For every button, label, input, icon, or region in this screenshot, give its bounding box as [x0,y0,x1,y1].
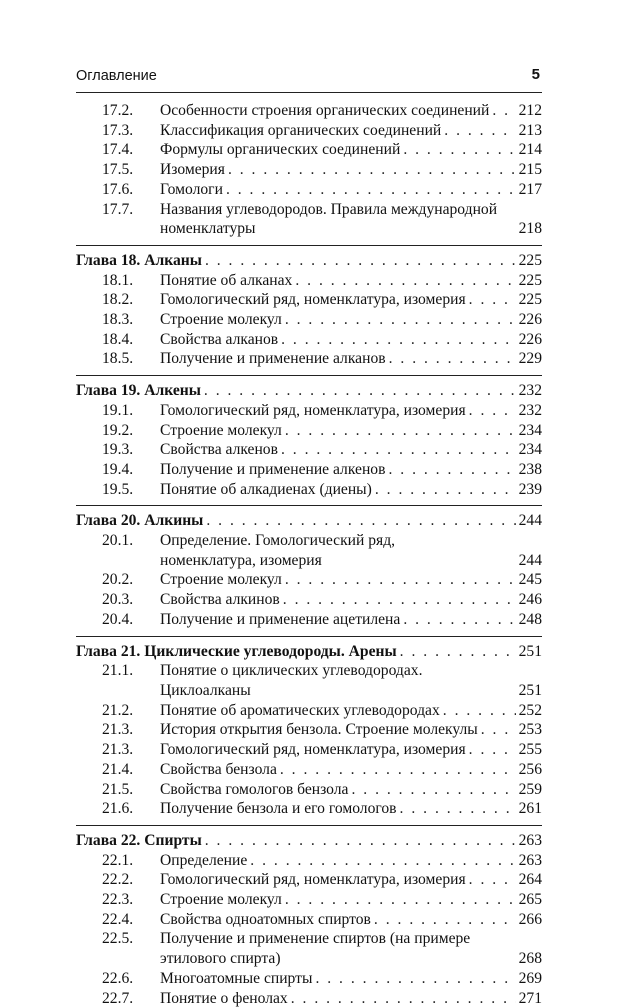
chapter-heading[interactable] [76,251,542,271]
dot-leader [403,140,515,160]
chapter-20 [76,511,542,629]
toc-entry[interactable] [76,910,542,930]
toc-entry-multiline[interactable] [76,200,542,239]
entry-page: 271 [518,989,542,1007]
entry-number: 22.4. [102,910,134,928]
dot-leader [285,570,516,590]
toc-entry[interactable] [76,720,542,740]
entry-page: 232 [518,401,542,419]
entry-page: 217 [518,180,542,198]
entry-number: 22.5. [102,930,134,948]
entry-number: 21.2. [102,701,134,719]
entry-number: 17.2. [102,102,134,119]
dot-leader [281,330,515,350]
entry-second-line [76,949,542,969]
dot-leader [285,890,516,910]
chapter-heading[interactable] [76,511,542,531]
chapter-page: 251 [518,642,542,660]
toc-entry[interactable] [76,140,542,160]
entry-title: Свойства алкинов [160,591,280,609]
toc-entry[interactable] [76,740,542,760]
entry-page: 234 [518,421,542,439]
entry-number: 20.3. [102,591,134,609]
entry-number: 19.1. [102,401,134,419]
entry-title: Понятие об алканах [160,271,293,289]
chapter-heading[interactable] [76,642,542,662]
toc-entry[interactable] [76,969,542,989]
entry-number: 21.3. [102,721,134,739]
chapter-divider [76,505,542,506]
entry-page: 229 [518,350,542,368]
dot-leader [400,799,516,819]
entry-number: 19.2. [102,421,134,439]
entry-page: 215 [518,161,542,179]
toc-entry[interactable] [76,851,542,871]
entry-title: Свойства одноатомных спиртов [160,910,371,928]
toc-entry[interactable] [76,421,542,441]
toc-entry[interactable] [76,890,542,910]
chapter-title: Глава 20. Алкины [76,512,204,530]
entry-title: Понятие об алкадиенах (диены) [160,480,372,498]
entry-number: 17.7. [102,200,134,218]
entry-title: Гомологический ряд, номенклатура, изомерия [160,401,466,419]
dot-leader [389,349,516,369]
entry-title-line1: Получение и применение спиртов (на примере [160,930,471,948]
entry-page: 225 [518,271,542,289]
chapter-title: Глава 22. Спирты [76,831,202,849]
entry-title: Строение молекул [160,891,282,909]
dot-leader [388,460,515,480]
entry-title: Строение молекул [160,571,282,589]
entry-number: 19.4. [102,460,134,478]
dot-leader [469,290,516,310]
entry-title: Получение и применение алкенов [160,460,386,478]
entry-number: 21.3. [102,741,134,759]
toc-entry[interactable] [76,290,542,310]
entry-title-line2: Циклоалканы [160,681,251,699]
entry-title: Гомологический ряд, номенклатура, изомерия [160,871,466,889]
entry-number: 21.1. [102,662,134,680]
toc-entry[interactable] [76,760,542,780]
entry-number: 20.4. [102,610,134,628]
entry-page: 248 [518,610,542,628]
entry-title-line1: Названия углеводородов. Правила международной [160,200,498,218]
entry-title: Получение и применение алканов [160,350,386,368]
toc-entry[interactable] [76,180,542,200]
entry-page: 269 [518,969,542,987]
dot-leader [403,610,515,630]
toc-entry[interactable] [76,440,542,460]
toc-entry[interactable] [76,160,542,180]
entry-number: 18.2. [102,291,134,309]
entry-page: 212 [518,102,542,119]
entry-title: Свойства гомологов бензола [160,780,349,798]
entry-page: 266 [518,910,542,928]
entry-title: Классификация органических соединений [160,121,442,139]
entry-number: 18.3. [102,311,134,329]
entry-first-line [76,531,542,551]
entry-page: 255 [518,741,542,759]
dot-leader [250,851,515,871]
entry-number: 17.6. [102,180,134,198]
entry-title: Понятие о фенолах [160,989,288,1007]
entry-number: 22.3. [102,891,134,909]
chapter-page: 225 [518,251,542,269]
dot-leader [295,271,515,291]
toc-entry[interactable] [76,330,542,350]
entry-title: Гомологический ряд, номенклатура, изомерия [160,741,466,759]
entry-title: Особенности строения органических соединений [160,102,490,119]
toc-entry[interactable] [76,401,542,421]
entry-page: 225 [518,291,542,309]
entry-page: 245 [518,571,542,589]
entry-title: Получение и применение ацетилена [160,610,401,628]
header-rule [76,92,542,93]
toc-entry[interactable] [76,121,542,141]
dot-leader [285,421,516,441]
entry-number: 18.5. [102,350,134,368]
running-header [76,66,542,90]
dot-leader [291,989,516,1008]
entry-number: 22.7. [102,989,134,1007]
toc-entry[interactable] [76,480,542,500]
entry-page: 256 [518,760,542,778]
dot-leader [283,590,516,610]
dot-leader [280,760,516,780]
chapter-22 [76,831,542,1008]
entry-page: 253 [518,721,542,739]
dot-leader [443,701,516,721]
entry-title: Понятие об ароматических углеводородах [160,701,440,719]
entry-title: Формулы органических соединений [160,141,401,159]
entry-page: 234 [518,441,542,459]
entry-page: 261 [518,800,542,818]
chapter-19 [76,381,542,499]
entry-title: Гомологический ряд, номенклатура, изомерия [160,291,466,309]
entry-number: 22.1. [102,851,134,869]
dot-leader [205,831,516,851]
chapter-page: 232 [518,382,542,400]
chapter-divider [76,636,542,637]
entry-page: 263 [518,851,542,869]
entry-number: 20.2. [102,571,134,589]
dot-leader [281,440,516,460]
entry-number: 17.3. [102,121,134,139]
chapter-title: Глава 19. Алкены [76,382,201,400]
chapter-divider [76,375,542,376]
toc-entry[interactable] [76,310,542,330]
entry-number: 21.4. [102,760,134,778]
dot-leader [315,969,515,989]
toc-entry[interactable] [76,870,542,890]
header-title: Оглавление [76,68,157,84]
entry-title: Свойства бензола [160,760,277,778]
entry-number: 18.1. [102,271,134,289]
entry-page: 238 [518,460,542,478]
entry-title: Многоатомные спирты [160,969,313,987]
entry-page: 218 [518,220,542,238]
entry-page: 239 [518,480,542,498]
entry-number: 21.5. [102,780,134,798]
entry-number: 19.5. [102,480,134,498]
toc-entry[interactable] [76,570,542,590]
chapter-17-continuation [76,101,542,239]
dot-leader [400,642,516,662]
entry-title: Изомерия [160,161,225,179]
entry-title-line1: Понятие о циклических углеводородах. [160,662,423,680]
dot-leader [481,720,516,740]
dot-leader [226,180,516,200]
toc-entry[interactable] [76,989,542,1008]
chapter-page: 244 [518,512,542,530]
entry-title: Свойства алкенов [160,441,278,459]
entry-page: 226 [518,311,542,329]
dot-leader [285,310,516,330]
dot-leader [206,511,515,531]
header-page-number: 5 [531,66,540,83]
toc-entry[interactable] [76,610,542,630]
entry-page: 214 [518,141,542,159]
entry-page: 252 [518,701,542,719]
entry-page: 259 [518,780,542,798]
chapter-18 [76,251,542,369]
chapter-heading[interactable] [76,831,542,851]
toc-entry[interactable] [76,590,542,610]
entry-number: 18.4. [102,330,134,348]
entry-page: 251 [518,681,542,699]
dot-leader [205,251,516,271]
entry-title: Гомологи [160,180,223,198]
toc-entry[interactable] [76,799,542,819]
entry-number: 22.6. [102,969,134,987]
entry-page: 246 [518,591,542,609]
entry-first-line [76,661,542,681]
chapter-heading[interactable] [76,381,542,401]
entry-title-line1: Определение. Гомологический ряд, [160,532,396,550]
entry-page: 244 [518,551,542,569]
entry-second-line [76,219,542,239]
dot-leader [204,381,516,401]
entry-second-line [76,681,542,701]
entry-page: 226 [518,330,542,348]
entry-page: 213 [518,121,542,139]
entry-number: 17.4. [102,141,134,159]
chapter-page: 263 [518,831,542,849]
entry-first-line [76,200,542,220]
chapter-divider [76,245,542,246]
entry-page: 264 [518,871,542,889]
dot-leader [469,740,516,760]
chapter-21 [76,642,542,819]
dot-leader [375,480,516,500]
entry-title: Строение молекул [160,311,282,329]
entry-number: 21.6. [102,800,134,818]
entry-title-line2: номенклатура, изомерия [160,551,322,569]
toc-entry[interactable] [76,460,542,480]
toc-entry[interactable] [76,101,542,121]
entry-title: История открытия бензола. Строение молекулы [160,721,478,739]
entry-page: 265 [518,891,542,909]
entry-title: Получение бензола и его гомологов [160,800,397,818]
toc-entry[interactable] [76,271,542,291]
entry-title: Определение [160,851,248,869]
entry-title-line2: этилового спирта) [160,950,281,968]
entry-number: 20.1. [102,532,134,550]
entry-page: 268 [518,950,542,968]
entry-title: Строение молекул [160,421,282,439]
dot-leader [374,910,516,930]
dot-leader [444,121,515,141]
chapter-divider [76,825,542,826]
dot-leader [469,401,516,421]
chapter-title: Глава 18. Алканы [76,251,202,269]
entry-number: 22.2. [102,871,134,889]
dot-leader [469,870,516,890]
toc-entry[interactable] [76,701,542,721]
entry-title-line2: номенклатуры [160,220,256,238]
dot-leader [228,160,516,180]
entry-first-line [76,929,542,949]
dot-leader [351,780,515,800]
table-of-contents [76,101,542,1008]
toc-entry[interactable] [76,349,542,369]
toc-entry-multiline[interactable] [76,929,542,968]
toc-entry-multiline[interactable] [76,661,542,700]
toc-entry-multiline[interactable] [76,531,542,570]
toc-entry[interactable] [76,780,542,800]
dot-leader [492,101,515,121]
entry-second-line [76,551,542,571]
entry-number: 17.5. [102,161,134,179]
chapter-title: Глава 21. Циклические углеводороды. Арены [76,642,397,660]
entry-number: 19.3. [102,441,134,459]
entry-title: Свойства алканов [160,330,279,348]
